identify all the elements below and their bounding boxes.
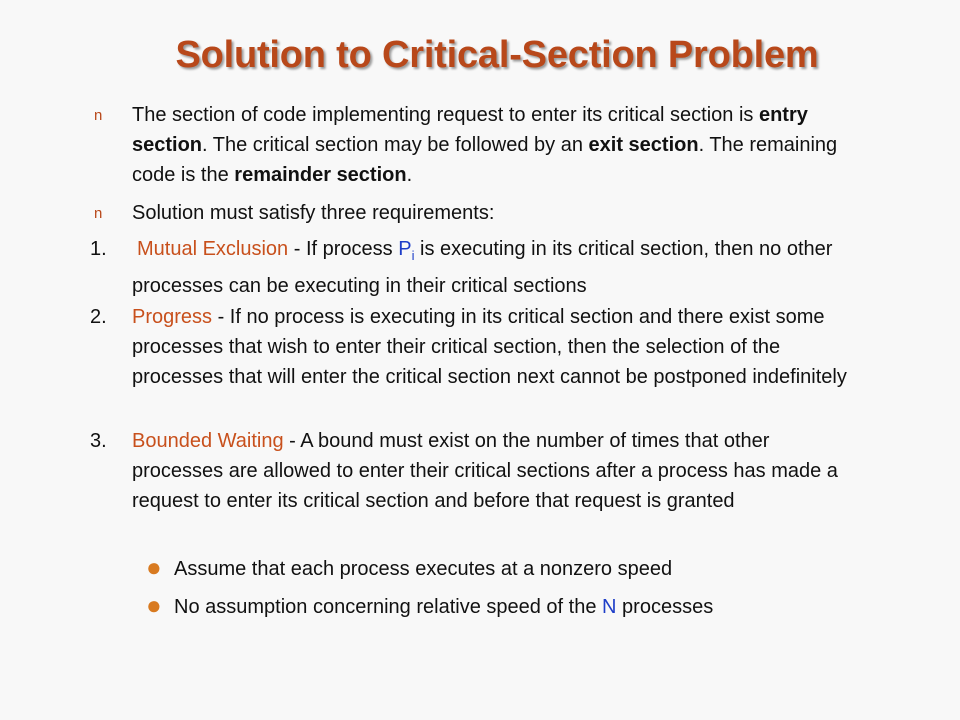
bullet-dot-icon: ● [146,590,162,620]
requirement-number: 3. [90,430,107,452]
sub-bullet-nonzero-speed [146,552,854,584]
requirement-term: Progress [132,306,213,328]
bullet-text: Solution must satisfy three requirements: [132,202,495,224]
requirement-number: 2. [90,306,107,328]
requirement-term: Mutual Exclusion [137,238,289,260]
requirement-mutual-exclusion [90,234,852,301]
requirement-bounded-waiting [90,426,852,516]
bullet-requirements-intro [94,198,852,228]
bullet-dot-icon: ● [146,552,162,582]
bullet-text: The section of code implementing request to enter its critical section is [132,104,759,126]
sub-bullet-text: Assume that each process executes at a nonzero speed [174,558,673,580]
requirement-text: is executing in its critical section, then no other processes can be executing in their critical sections [132,238,833,297]
term-exit-section: exit section [588,134,699,156]
requirement-progress [90,302,852,392]
variable-p: P [398,238,412,260]
slide-title: Solution to Critical-Section Problem [175,34,819,76]
bullet-text: . The critical section may be followed by an [202,134,589,156]
variable-subscript: i [411,248,415,263]
sub-bullet-relative-speed [146,590,854,622]
requirement-text: - If no process is executing in its critical section and there exist some processes that wish to enter their critical section, then the selection of the processes that will enter the critical section next cannot be postponed indefinitely [132,306,847,388]
sub-bullet-text: No assumption concerning relative speed of the [174,596,603,618]
requirement-number: 1. [90,238,107,260]
bullet-text: . The remaining code is the [132,134,838,186]
variable-n: N [602,596,617,618]
bullet-text: . [406,164,413,186]
requirement-text: - If process [288,238,399,260]
sub-bullet-text: processes [616,596,714,618]
bullet-entry-section [94,100,852,190]
term-entry-section: entry section [132,104,808,156]
requirement-text: - A bound must exist on the number of times that other processes are allowed to enter their critical sections after a process has made a request to enter its critical section and before that request is granted [132,430,838,512]
term-remainder-section: remainder section [234,164,407,186]
requirement-term: Bounded Waiting [132,430,284,452]
bullet-marker: n [94,205,103,222]
bullet-marker: n [94,107,103,124]
